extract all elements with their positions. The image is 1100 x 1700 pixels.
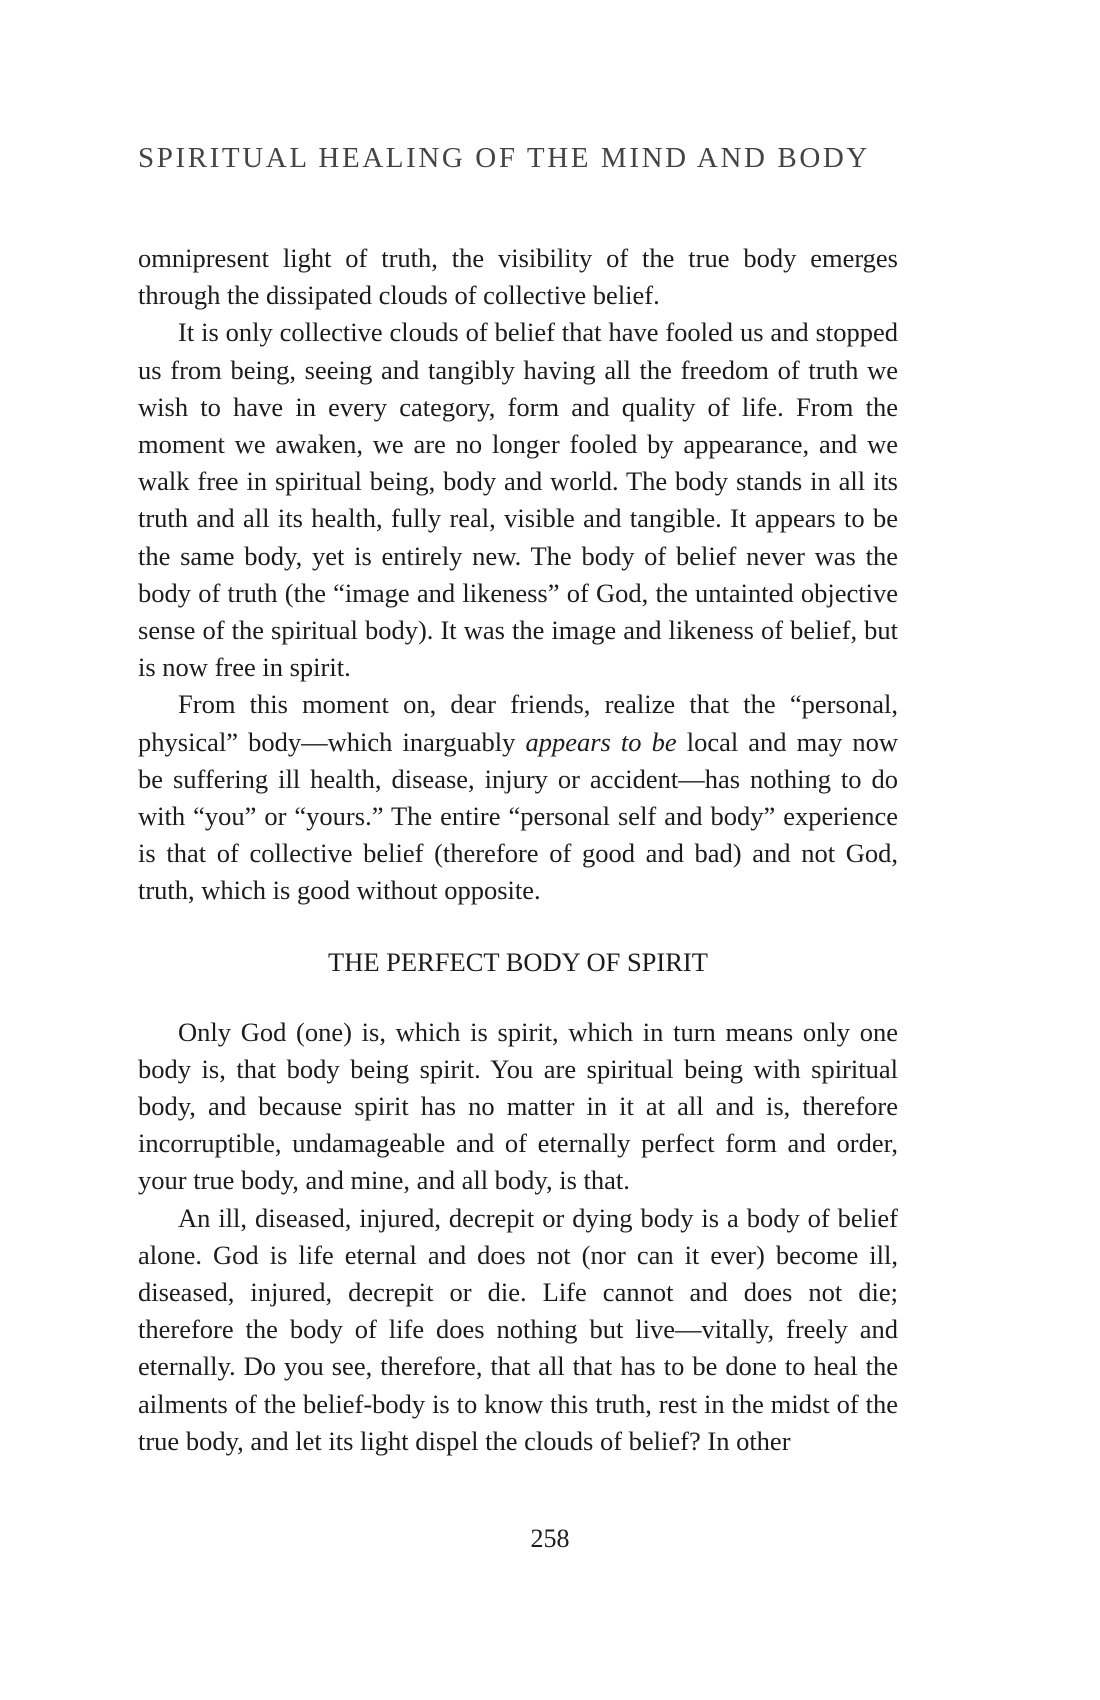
paragraph-collective-clouds: It is only collective clouds of belief that have fooled us and stopped us from being, seeing and tangibly having all the freedom of truth we wish to have in every category, form and quality of life. From the moment we awaken, we are no longer fooled by appearance, and we walk free in spiritual being, body and world. The body stands in all its truth and all its health, fully real, visible and tangible. It appears to be the same body, yet is entirely new. The body of belief never was the body of truth (the “image and likeness” of God, the untainted objective sense of the spiritual body). It was the image and likeness of belief, but is now free in spirit. bbox=[138, 317, 898, 683]
page-body bbox=[138, 240, 898, 1460]
running-header-title: SPIRITUAL HEALING OF THE MIND AND BODY bbox=[138, 142, 870, 174]
paragraph-text: local and may now be suffering ill health, disease, injury or accident—has nothing to do with “you” or “yours.” The entire “personal self and body” experience is that of collective belief (therefore of good and bad) and not God, truth, which is good without opposite. bbox=[138, 726, 898, 906]
paragraph-text: From this moment on, dear friends, realize that the “personal, physical” body—which inarguably bbox=[138, 689, 898, 757]
paragraph-ill-body: An ill, diseased, injured, decrepit or dying body is a body of belief alone. God is life eternal and does not (nor can it ever) become ill, diseased, injured, decrepit or die. Life cannot and does not die; therefore the body of life does nothing but live—vitally, freely and eternally. Do you see, therefore, that all that has to be done to heal the ailments of the belief-body is to know this truth, rest in the midst of the true body, and let its light dispel the clouds of belief? In other bbox=[138, 1202, 898, 1456]
section-heading: THE PERFECT BODY OF SPIRIT bbox=[328, 946, 708, 977]
emphasized-text: appears to be bbox=[525, 726, 677, 757]
paragraph-personal-body bbox=[138, 686, 898, 909]
paragraph-only-god: Only God (one) is, which is spirit, which in turn means only one body is, that body being spirit. You are spiritual being with spiritual body, and because spirit has no matter in it at all and is, therefore incorruptible, undamageable and of eternally perfect form and order, your true body, and mine, and all body, is that. bbox=[138, 1016, 898, 1196]
paragraph-continuation: omnipresent light of truth, the visibility of the true body emerges through the dissipated clouds of collective belief. bbox=[138, 243, 898, 311]
page-number: 258 bbox=[530, 1524, 570, 1553]
